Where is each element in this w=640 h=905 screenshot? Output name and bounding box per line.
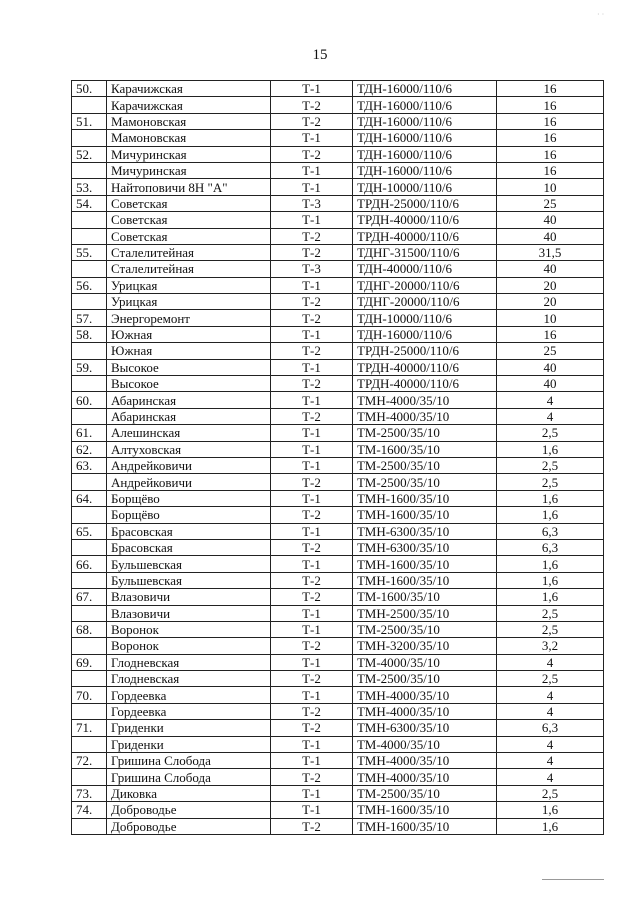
cell-substation-name: Высокое — [107, 359, 271, 375]
cell-power: 2,5 — [497, 621, 604, 637]
cell-transformer-id: Т-1 — [271, 802, 353, 818]
table-row — [72, 195, 604, 211]
table-row — [72, 408, 604, 424]
cell-transformer-id: Т-2 — [271, 343, 353, 359]
cell-transformer-type: ТМН-2500/35/10 — [353, 605, 497, 621]
cell-substation-name: Урицкая — [107, 294, 271, 310]
table-row — [72, 457, 604, 473]
cell-substation-name: Доброводье — [107, 802, 271, 818]
cell-substation-name: Алтуховская — [107, 441, 271, 457]
cell-number — [72, 343, 107, 359]
cell-transformer-id: Т-2 — [271, 720, 353, 736]
cell-transformer-type: ТДН-16000/110/6 — [353, 326, 497, 342]
table-row — [72, 507, 604, 523]
cell-number: 56. — [72, 277, 107, 293]
cell-transformer-type: ТМН-4000/35/10 — [353, 408, 497, 424]
table-row — [72, 556, 604, 572]
cell-transformer-type: ТРДН-40000/110/6 — [353, 376, 497, 392]
cell-transformer-id: Т-2 — [271, 113, 353, 129]
cell-transformer-type: ТРДН-40000/110/6 — [353, 212, 497, 228]
cell-substation-name: Гришина Слобода — [107, 753, 271, 769]
cell-transformer-type: ТДНГ-20000/110/6 — [353, 294, 497, 310]
cell-transformer-type: ТМ-4000/35/10 — [353, 654, 497, 670]
cell-transformer-type: ТДН-16000/110/6 — [353, 146, 497, 162]
cell-power: 3,2 — [497, 638, 604, 654]
cell-power: 2,5 — [497, 425, 604, 441]
cell-power: 10 — [497, 310, 604, 326]
table-row — [72, 605, 604, 621]
cell-substation-name: Глодневская — [107, 654, 271, 670]
table-row — [72, 130, 604, 146]
table-row — [72, 277, 604, 293]
cell-substation-name: Советская — [107, 228, 271, 244]
cell-number: 55. — [72, 244, 107, 260]
cell-transformer-type: ТРДН-40000/110/6 — [353, 228, 497, 244]
cell-transformer-id: Т-2 — [271, 376, 353, 392]
cell-transformer-type: ТДН-16000/110/6 — [353, 162, 497, 178]
cell-transformer-type: ТМН-6300/35/10 — [353, 523, 497, 539]
table-row — [72, 638, 604, 654]
cell-substation-name: Южная — [107, 326, 271, 342]
cell-transformer-type: ТМН-3200/35/10 — [353, 638, 497, 654]
cell-transformer-id: Т-2 — [271, 474, 353, 490]
table-row — [72, 769, 604, 785]
cell-power: 40 — [497, 228, 604, 244]
cell-number: 51. — [72, 113, 107, 129]
cell-substation-name: Гриденки — [107, 736, 271, 752]
cell-transformer-id: Т-3 — [271, 261, 353, 277]
cell-substation-name: Мамоновская — [107, 113, 271, 129]
cell-transformer-type: ТМ-2500/35/10 — [353, 671, 497, 687]
cell-power: 20 — [497, 294, 604, 310]
cell-transformer-type: ТМН-4000/35/10 — [353, 753, 497, 769]
table-row — [72, 539, 604, 555]
cell-number: 59. — [72, 359, 107, 375]
cell-transformer-id: Т-1 — [271, 179, 353, 195]
cell-transformer-type: ТДН-16000/110/6 — [353, 97, 497, 113]
cell-transformer-id: Т-1 — [271, 736, 353, 752]
cell-power: 6,3 — [497, 523, 604, 539]
cell-transformer-type: ТРДН-40000/110/6 — [353, 359, 497, 375]
cell-number — [72, 228, 107, 244]
table-row — [72, 654, 604, 670]
cell-transformer-id: Т-1 — [271, 359, 353, 375]
cell-transformer-type: ТДНГ-20000/110/6 — [353, 277, 497, 293]
cell-transformer-id: Т-1 — [271, 392, 353, 408]
table-row — [72, 802, 604, 818]
cell-transformer-id: Т-1 — [271, 326, 353, 342]
cell-transformer-id: Т-2 — [271, 146, 353, 162]
cell-transformer-id: Т-1 — [271, 785, 353, 801]
table-row — [72, 720, 604, 736]
cell-number: 68. — [72, 621, 107, 637]
table-row — [72, 687, 604, 703]
cell-power: 4 — [497, 408, 604, 424]
cell-power: 1,6 — [497, 490, 604, 506]
cell-transformer-id: Т-1 — [271, 277, 353, 293]
table-row — [72, 244, 604, 260]
cell-number — [72, 769, 107, 785]
cell-transformer-type: ТДНГ-31500/110/6 — [353, 244, 497, 260]
cell-number — [72, 507, 107, 523]
cell-number: 69. — [72, 654, 107, 670]
cell-substation-name: Южная — [107, 343, 271, 359]
cell-number: 53. — [72, 179, 107, 195]
cell-transformer-id: Т-1 — [271, 212, 353, 228]
cell-transformer-type: ТМН-4000/35/10 — [353, 687, 497, 703]
cell-transformer-id: Т-2 — [271, 703, 353, 719]
table-row — [72, 753, 604, 769]
table-row — [72, 343, 604, 359]
cell-power: 6,3 — [497, 720, 604, 736]
table-row — [72, 179, 604, 195]
cell-transformer-type: ТМ-2500/35/10 — [353, 621, 497, 637]
cell-substation-name: Высокое — [107, 376, 271, 392]
cell-substation-name: Найтоповичи 8Н "А" — [107, 179, 271, 195]
cell-substation-name: Мичуринская — [107, 146, 271, 162]
cell-number: 57. — [72, 310, 107, 326]
cell-substation-name: Абаринская — [107, 392, 271, 408]
cell-power: 31,5 — [497, 244, 604, 260]
table-row — [72, 81, 604, 97]
cell-transformer-id: Т-2 — [271, 507, 353, 523]
table-row — [72, 212, 604, 228]
cell-substation-name: Влазовичи — [107, 589, 271, 605]
cell-transformer-id: Т-1 — [271, 130, 353, 146]
cell-number: 71. — [72, 720, 107, 736]
cell-substation-name: Бульшевская — [107, 556, 271, 572]
cell-substation-name: Бульшевская — [107, 572, 271, 588]
cell-substation-name: Гордеевка — [107, 703, 271, 719]
cell-transformer-type: ТМН-1600/35/10 — [353, 802, 497, 818]
cell-power: 40 — [497, 376, 604, 392]
table-row — [72, 97, 604, 113]
cell-transformer-type: ТМН-6300/35/10 — [353, 539, 497, 555]
cell-power: 40 — [497, 212, 604, 228]
cell-transformer-id: Т-1 — [271, 605, 353, 621]
cell-transformer-id: Т-2 — [271, 294, 353, 310]
cell-transformer-type: ТРДН-25000/110/6 — [353, 343, 497, 359]
cell-power: 1,6 — [497, 441, 604, 457]
footer-line — [542, 879, 604, 880]
cell-number: 73. — [72, 785, 107, 801]
table-body — [72, 81, 604, 835]
cell-transformer-type: ТМ-1600/35/10 — [353, 589, 497, 605]
cell-transformer-id: Т-2 — [271, 818, 353, 834]
cell-transformer-id: Т-1 — [271, 81, 353, 97]
cell-number — [72, 736, 107, 752]
page-number: 15 — [312, 47, 328, 63]
cell-substation-name: Сталелитейная — [107, 244, 271, 260]
cell-number — [72, 212, 107, 228]
cell-transformer-type: ТМН-4000/35/10 — [353, 769, 497, 785]
cell-transformer-id: Т-1 — [271, 162, 353, 178]
transformer-table — [71, 80, 604, 835]
cell-substation-name: Гришина Слобода — [107, 769, 271, 785]
cell-transformer-type: ТМН-1600/35/10 — [353, 507, 497, 523]
table-row — [72, 703, 604, 719]
cell-substation-name: Воронок — [107, 638, 271, 654]
table-row — [72, 621, 604, 637]
table-row — [72, 671, 604, 687]
table-row — [72, 228, 604, 244]
cell-transformer-type: ТДН-16000/110/6 — [353, 81, 497, 97]
cell-number — [72, 539, 107, 555]
cell-substation-name: Советская — [107, 195, 271, 211]
cell-substation-name: Советская — [107, 212, 271, 228]
cell-transformer-id: Т-1 — [271, 457, 353, 473]
cell-number: 72. — [72, 753, 107, 769]
table-row — [72, 785, 604, 801]
cell-transformer-id: Т-2 — [271, 539, 353, 555]
cell-transformer-type: ТДН-10000/110/6 — [353, 179, 497, 195]
cell-number: 63. — [72, 457, 107, 473]
cell-transformer-id: Т-2 — [271, 244, 353, 260]
cell-number — [72, 130, 107, 146]
cell-transformer-id: Т-2 — [271, 97, 353, 113]
cell-substation-name: Влазовичи — [107, 605, 271, 621]
cell-power: 16 — [497, 113, 604, 129]
cell-number: 65. — [72, 523, 107, 539]
cell-number: 62. — [72, 441, 107, 457]
cell-substation-name: Гриденки — [107, 720, 271, 736]
cell-transformer-type: ТДН-40000/110/6 — [353, 261, 497, 277]
cell-number — [72, 605, 107, 621]
cell-transformer-id: Т-2 — [271, 408, 353, 424]
cell-power: 4 — [497, 654, 604, 670]
cell-substation-name: Карачижская — [107, 81, 271, 97]
table-row — [72, 113, 604, 129]
cell-power: 4 — [497, 392, 604, 408]
cell-transformer-type: ТМН-4000/35/10 — [353, 703, 497, 719]
cell-substation-name: Андрейковичи — [107, 457, 271, 473]
cell-transformer-type: ТМН-1600/35/10 — [353, 490, 497, 506]
cell-power: 1,6 — [497, 818, 604, 834]
cell-power: 40 — [497, 261, 604, 277]
cell-transformer-id: Т-2 — [271, 589, 353, 605]
cell-power: 2,5 — [497, 671, 604, 687]
cell-transformer-type: ТМ-2500/35/10 — [353, 785, 497, 801]
cell-number: 52. — [72, 146, 107, 162]
cell-transformer-id: Т-2 — [271, 638, 353, 654]
table-row — [72, 261, 604, 277]
cell-transformer-type: ТДН-16000/110/6 — [353, 130, 497, 146]
cell-substation-name: Доброводье — [107, 818, 271, 834]
cell-power: 4 — [497, 736, 604, 752]
cell-substation-name: Урицкая — [107, 277, 271, 293]
cell-number: 64. — [72, 490, 107, 506]
cell-substation-name: Абаринская — [107, 408, 271, 424]
cell-number — [72, 818, 107, 834]
cell-number: 54. — [72, 195, 107, 211]
cell-power: 4 — [497, 753, 604, 769]
cell-power: 1,6 — [497, 572, 604, 588]
cell-transformer-id: Т-1 — [271, 687, 353, 703]
cell-transformer-type: ТМ-2500/35/10 — [353, 425, 497, 441]
cell-power: 16 — [497, 146, 604, 162]
cell-transformer-id: Т-1 — [271, 490, 353, 506]
cell-substation-name: Сталелитейная — [107, 261, 271, 277]
cell-transformer-id: Т-2 — [271, 671, 353, 687]
cell-power: 10 — [497, 179, 604, 195]
cell-substation-name: Карачижская — [107, 97, 271, 113]
cell-power: 25 — [497, 343, 604, 359]
table-row — [72, 572, 604, 588]
table-row — [72, 441, 604, 457]
table-row — [72, 523, 604, 539]
cell-number: 70. — [72, 687, 107, 703]
cell-substation-name: Андрейковичи — [107, 474, 271, 490]
cell-transformer-id: Т-2 — [271, 228, 353, 244]
cell-transformer-type: ТРДН-25000/110/6 — [353, 195, 497, 211]
corner-mark: · · — [597, 10, 605, 19]
cell-power: 1,6 — [497, 507, 604, 523]
cell-number — [72, 162, 107, 178]
cell-transformer-type: ТДН-10000/110/6 — [353, 310, 497, 326]
cell-transformer-type: ТМН-4000/35/10 — [353, 392, 497, 408]
cell-substation-name: Глодневская — [107, 671, 271, 687]
cell-power: 16 — [497, 81, 604, 97]
cell-number: 61. — [72, 425, 107, 441]
cell-substation-name: Борщёво — [107, 507, 271, 523]
cell-transformer-id: Т-1 — [271, 523, 353, 539]
cell-transformer-id: Т-3 — [271, 195, 353, 211]
cell-substation-name: Алешинская — [107, 425, 271, 441]
cell-transformer-type: ТМН-6300/35/10 — [353, 720, 497, 736]
cell-substation-name: Брасовская — [107, 539, 271, 555]
cell-transformer-id: Т-1 — [271, 425, 353, 441]
cell-power: 4 — [497, 769, 604, 785]
cell-substation-name: Энергоремонт — [107, 310, 271, 326]
cell-number — [72, 408, 107, 424]
cell-number: 74. — [72, 802, 107, 818]
cell-number — [72, 671, 107, 687]
cell-transformer-id: Т-1 — [271, 621, 353, 637]
cell-number: 66. — [72, 556, 107, 572]
cell-power: 16 — [497, 326, 604, 342]
table-row — [72, 818, 604, 834]
cell-transformer-type: ТМН-1600/35/10 — [353, 818, 497, 834]
cell-transformer-type: ТМН-1600/35/10 — [353, 556, 497, 572]
table-row — [72, 736, 604, 752]
cell-transformer-type: ТМ-2500/35/10 — [353, 474, 497, 490]
table-row — [72, 474, 604, 490]
table-row — [72, 589, 604, 605]
table-row — [72, 359, 604, 375]
cell-power: 2,5 — [497, 457, 604, 473]
table-row — [72, 376, 604, 392]
cell-power: 4 — [497, 703, 604, 719]
cell-number — [72, 638, 107, 654]
cell-number — [72, 703, 107, 719]
cell-power: 16 — [497, 162, 604, 178]
cell-number — [72, 572, 107, 588]
cell-number — [72, 261, 107, 277]
cell-number — [72, 474, 107, 490]
cell-transformer-type: ТМ-1600/35/10 — [353, 441, 497, 457]
cell-substation-name: Воронок — [107, 621, 271, 637]
cell-transformer-id: Т-1 — [271, 654, 353, 670]
cell-number: 50. — [72, 81, 107, 97]
cell-power: 1,6 — [497, 802, 604, 818]
cell-power: 16 — [497, 97, 604, 113]
cell-number — [72, 294, 107, 310]
cell-power: 1,6 — [497, 589, 604, 605]
cell-transformer-id: Т-1 — [271, 753, 353, 769]
cell-power: 2,5 — [497, 605, 604, 621]
cell-number — [72, 97, 107, 113]
cell-power: 25 — [497, 195, 604, 211]
table-row — [72, 146, 604, 162]
cell-power: 16 — [497, 130, 604, 146]
cell-transformer-id: Т-1 — [271, 441, 353, 457]
cell-substation-name: Мичуринская — [107, 162, 271, 178]
cell-substation-name: Борщёво — [107, 490, 271, 506]
cell-substation-name: Гордеевка — [107, 687, 271, 703]
table-row — [72, 392, 604, 408]
cell-transformer-id: Т-2 — [271, 310, 353, 326]
cell-power: 2,5 — [497, 474, 604, 490]
cell-transformer-id: Т-1 — [271, 556, 353, 572]
cell-transformer-type: ТМ-4000/35/10 — [353, 736, 497, 752]
cell-power: 20 — [497, 277, 604, 293]
table-row — [72, 294, 604, 310]
cell-power: 1,6 — [497, 556, 604, 572]
cell-number: 67. — [72, 589, 107, 605]
cell-power: 4 — [497, 687, 604, 703]
cell-power: 6,3 — [497, 539, 604, 555]
cell-transformer-type: ТДН-16000/110/6 — [353, 113, 497, 129]
cell-substation-name: Мамоновская — [107, 130, 271, 146]
cell-power: 2,5 — [497, 785, 604, 801]
cell-number: 60. — [72, 392, 107, 408]
cell-number: 58. — [72, 326, 107, 342]
cell-transformer-type: ТМ-2500/35/10 — [353, 457, 497, 473]
cell-transformer-id: Т-2 — [271, 769, 353, 785]
cell-substation-name: Брасовская — [107, 523, 271, 539]
cell-transformer-type: ТМН-1600/35/10 — [353, 572, 497, 588]
cell-substation-name: Диковка — [107, 785, 271, 801]
table-row — [72, 326, 604, 342]
table-row — [72, 162, 604, 178]
cell-power: 40 — [497, 359, 604, 375]
cell-transformer-id: Т-2 — [271, 572, 353, 588]
cell-number — [72, 376, 107, 392]
table-row — [72, 425, 604, 441]
table-row — [72, 310, 604, 326]
table-row — [72, 490, 604, 506]
